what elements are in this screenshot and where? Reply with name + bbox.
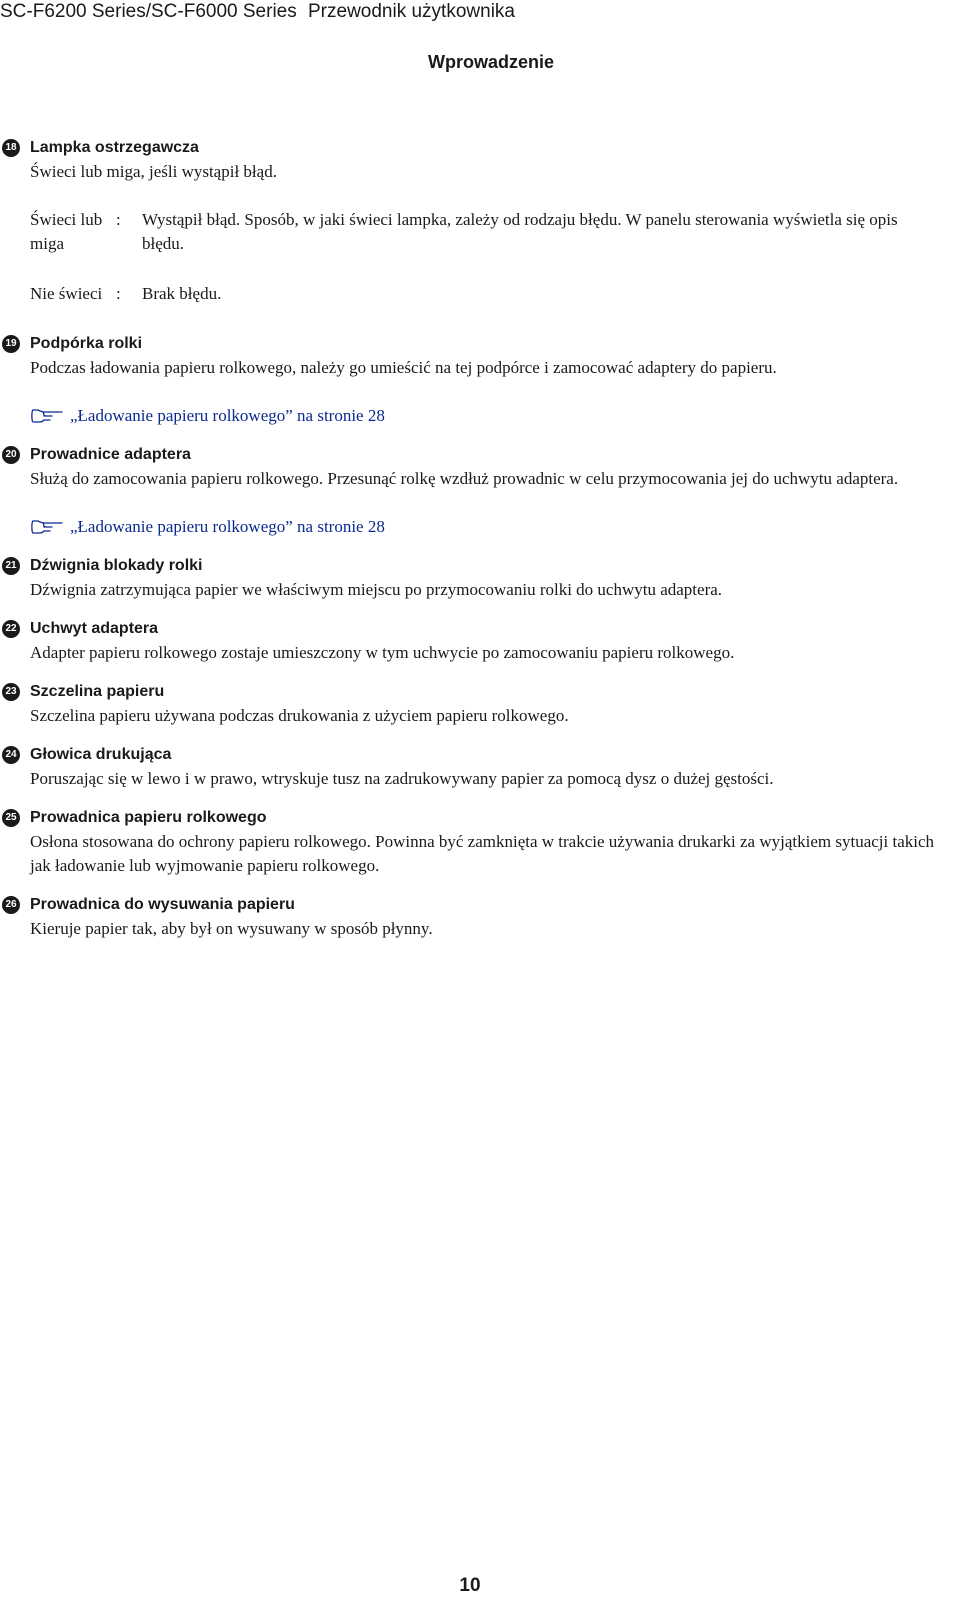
status-separator: : [116, 284, 121, 303]
header-model: SC-F6200 Series/SC-F6000 Series [0, 1, 297, 22]
cross-reference [30, 515, 940, 539]
item-description: Kieruje papier tak, aby był on wysuwany w sposób płynny. [30, 919, 433, 938]
item-number-badge: 25 [2, 809, 20, 827]
item-number-badge: 20 [2, 446, 20, 464]
item-number-badge: 19 [2, 335, 20, 353]
item-description: Służą do zamocowania papieru rolkowego. Przesunąć rolkę wzdłuż prowadnic w celu przymocowania jej do uchwytu adaptera. [30, 469, 899, 488]
item-number-badge: 22 [2, 620, 20, 638]
item-description: Adapter papieru rolkowego zostaje umieszczony w tym uchwycie po zamocowaniu papieru rolkowego. [30, 643, 735, 662]
item-description: Poruszając się w lewo i w prawo, wtryskuje tusz na zadrukowywany papier za pomocą dysz o dużej gęstości. [30, 769, 774, 788]
status-label: Nie świeci [30, 284, 103, 303]
item-title: Prowadnica do wysuwania papieru [30, 896, 295, 913]
item-number-badge: 26 [2, 896, 20, 914]
item-number-badge: 21 [2, 557, 20, 575]
pointing-hand-icon [30, 517, 64, 537]
item-title: Lampka ostrzegawcza [30, 139, 199, 156]
item-description: Dźwignia zatrzymująca papier we właściwym miejscu po przymocowaniu rolki do uchwytu adaptera. [30, 580, 723, 599]
item-title: Prowadnica papieru rolkowego [30, 809, 267, 826]
header-guide-title: Przewodnik użytkownika [308, 1, 515, 22]
list-item [0, 743, 940, 791]
item-number-badge: 23 [2, 683, 20, 701]
list-item [0, 554, 940, 602]
list-item [0, 136, 940, 306]
item-list [0, 136, 940, 956]
status-description: Brak błędu. [142, 284, 222, 303]
running-header [0, 0, 960, 24]
status-table [30, 208, 940, 306]
cross-reference-link[interactable]: „Ładowanie papieru rolkowego” na stronie 28 [70, 517, 385, 536]
status-separator: : [116, 210, 121, 229]
item-title: Uchwyt adaptera [30, 620, 159, 637]
item-title: Dźwignia blokady rolki [30, 557, 203, 574]
list-item [0, 617, 940, 665]
status-row [30, 208, 940, 256]
status-row [30, 282, 940, 306]
pointing-hand-icon [30, 406, 64, 426]
item-title: Głowica drukująca [30, 746, 172, 763]
item-description: Szczelina papieru używana podczas drukowania z użyciem papieru rolkowego. [30, 706, 569, 725]
item-number-badge: 18 [2, 139, 20, 157]
item-description: Podczas ładowania papieru rolkowego, należy go umieścić na tej podpórce i zamocować adaptery do papieru. [30, 358, 777, 377]
page-number: 10 [459, 1575, 481, 1596]
list-item [0, 443, 940, 539]
item-description: Świeci lub miga, jeśli wystąpił błąd. [30, 162, 277, 181]
item-title: Szczelina papieru [30, 683, 165, 700]
list-item [0, 332, 940, 428]
status-description: Wystąpił błąd. Sposób, w jaki świeci lampka, zależy od rodzaju błędu. W panelu sterowania wyświetla się opis błędu. [142, 210, 898, 253]
section-title: Wprowadzenie [427, 52, 554, 72]
list-item [0, 680, 940, 728]
item-title: Prowadnice adaptera [30, 446, 191, 463]
item-description: Osłona stosowana do ochrony papieru rolkowego. Powinna być zamknięta w trakcie używania drukarki za wyjątkiem sytuacji takich jak ładowanie lub wyjmowanie papieru rolkowego. [30, 832, 935, 875]
list-item [0, 806, 940, 878]
cross-reference-link[interactable]: „Ładowanie papieru rolkowego” na stronie 28 [70, 406, 385, 425]
cross-reference [30, 404, 940, 428]
item-title: Podpórka rolki [30, 335, 143, 352]
status-label: Świeci lub miga [30, 210, 103, 253]
list-item [0, 893, 940, 941]
item-number-badge: 24 [2, 746, 20, 764]
